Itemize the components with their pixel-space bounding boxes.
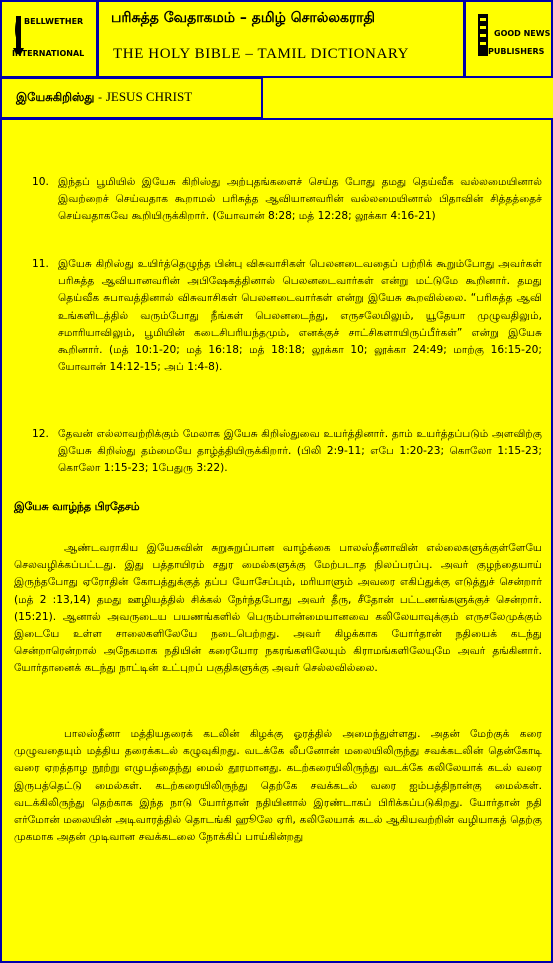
topic-title xyxy=(16,89,192,106)
section-heading: இயேசு வாழ்ந்த பிரதேசம் xyxy=(14,500,140,513)
point-number: 11. xyxy=(32,258,49,270)
bellwether-logo-line2: INTERNATIONAL xyxy=(12,49,85,58)
good-news-logo-line1: GOOD NEWS xyxy=(494,29,551,38)
topic-english: JESUS CHRIST xyxy=(105,89,193,104)
page-title-tamil: பரிசுத்த வேதாகமம் – தமிழ் சொல்லகராதி xyxy=(111,10,375,26)
good-news-logo-icon xyxy=(474,10,546,68)
topic-separator: - xyxy=(94,90,106,104)
bellwether-logo-box xyxy=(0,0,98,78)
topic-tamil: இயேசுகிறிஸ்து xyxy=(16,90,95,104)
good-news-logo-box xyxy=(464,0,553,78)
good-news-logo-line2: PUBLISHERS xyxy=(488,47,545,56)
point-number: 12. xyxy=(32,428,49,440)
body-paragraph: பாலஸ்தீனா மத்தியதரைக் கடலின் கிழக்கு ஓரத்தில் அமைந்துள்ளது. அதன் மேற்குக் கரை முழுவதையும் மத்திய தரைக்கடல் கழுவுகிறது. வடக்கே லீபனோன் மலையிலிருந்து சவக்கடலின் தென்கோடி வரை ஏறத்தாழ நூற்று எழுபத்தைந்து மைல் தூரமானது. கடற்கரையிலிருந்து வடக்கே கலிலேயாக் கடல் வரை இருபத்தெட்டு மைல்கள். கடற்கரையிலிருந்து தெற்கே சவக்கடல் வரை ஐம்பத்திநான்கு மைல்கள். வடக்கிலிருந்து தெற்காக இந்த நாடு யோர்தான் நதியினால் இரண்டாகப் பிரிக்கப்படுகிறது. யோர்தான் நதி எர்மோன் மலையின் அடிவாரத்தில் தொடங்கி ஹூலே ஏரி, கலிலேயாக் கடல் ஆகியவற்றின் வழியாகத் தெற்கு முகமாக அதன் முடிவான சவக்கடலை நோக்கிப் பாய்கின்றது xyxy=(14,728,542,844)
topic-box xyxy=(0,77,263,119)
point-text: இயேசு கிறிஸ்து உயிர்த்தெழுந்த பின்பு விசுவாசிகள் பெலனடைவதைப் பற்றிக் கூறும்போது அவர்கள் பரிசுத்த ஆவியானவரின் அபிஷேகத்தினால் பெலனடைவார்கள் என்று மட்டுமே கூறினார். தமது தெய்வீக சுபாவத்தினால் விசுவாசிகள் பெலனடைவார்கள் என்று இயேசு கூறவில்லை. “பரிசுத்த ஆவி உங்களிடத்தில் வரும்போது நீங்கள் பெலனடைந்து, எருசலேமிலும், யூதேயா முழுவதிலும், சமாரியாவிலும், பூமியின் கடைசிபரியந்தமும், எனக்குச் சாட்சிகளாயிருப்பீர்கள்” என்று இயேசு கூறினார். (மத் 10:1-20; மத் 16:18; மத் 18:18; லூக்கா 10; லூக்கா 24:49; மாற்கு 16:15-20; யோவான் 14:12-15; அப் 1:4-8). xyxy=(58,258,542,374)
body-paragraph: ஆண்டவராகிய இயேசுவின் சுறுசுறுப்பான வாழ்க்கை பாலஸ்தீனாவின் எல்லைகளுக்குள்ளேயே செலவழிக்கப்பட்டது. இது பத்தாயிரம் சதுர மைல்களுக்கு மேற்படாத நிலப்பரப்பு. அவர் குழந்தையாய் இருந்தபோது ஏரோதின் கோபத்துக்குத் தப்ப யோசேப்பும், மரியாளும் அவரை எகிப்துக்கு எடுத்துச் சென்றார் (மத் 2 :13,14) தமது ஊழியத்தில் சிக்கல் நேர்ந்தபோது அவர் தீரு, சீதோன் பட்டணங்களுக்குச் சென்றார். (15:21). ஆனால் அவருடைய பயணங்களில் பெரும்பான்மையானவை கலிலேயாவுக்கும் எருசலேமுக்கும் இடையே உள்ள சாலைகளிலேயே நடைபெற்றது. அவர் கிழக்காக யோர்தான் நதியைக் கடந்து சென்றாரென்றால் அநேகமாக நதியின் கரையோர நகரங்களிலேயும் கிராமங்களிலேயுமே அவர் தங்கினார். யோர்தானைக் கடந்து நாட்டின் உட்புறப் பகுதிகளுக்கு அவர் செல்லவில்லை. xyxy=(14,542,542,675)
title-box xyxy=(97,0,465,78)
point-number: 10. xyxy=(32,176,49,188)
point-text: இந்தப் பூமியில் இயேசு கிறிஸ்து அற்புதங்களைச் செய்த போது தமது தெய்வீக வல்லமையினால் இவற்றைச் செய்வதாக கூறாமல் பரிசுத்த ஆவியானவரின் வல்லமையினால் பிதாவின் சித்தத்தைச் செய்வதாகவே கூறியிருக்கிறார். (யோவான் 8:28; மத் 12:28; லூக்கா 4:16-21) xyxy=(58,176,542,223)
bellwether-logo-line1: BELLWETHER xyxy=(24,17,84,26)
page-title-english: THE HOLY BIBLE – TAMIL DICTIONARY xyxy=(113,46,410,62)
content-area xyxy=(0,118,553,963)
point-text: தேவன் எல்லாவற்றிக்கும் மேலாக இயேசு கிறிஸ்துவை உயர்த்தினார். தாம் உயர்த்தப்படும் அளவிற்கு இயேசு கிறிஸ்து தம்மையே தாழ்த்தியிருக்கிறார். (பிலி 2:9-11; எபே 1:20-23; கொலோ 1:15-23; கொலோ 1:15-23; 1பேதுரு 3:22). xyxy=(58,428,542,475)
